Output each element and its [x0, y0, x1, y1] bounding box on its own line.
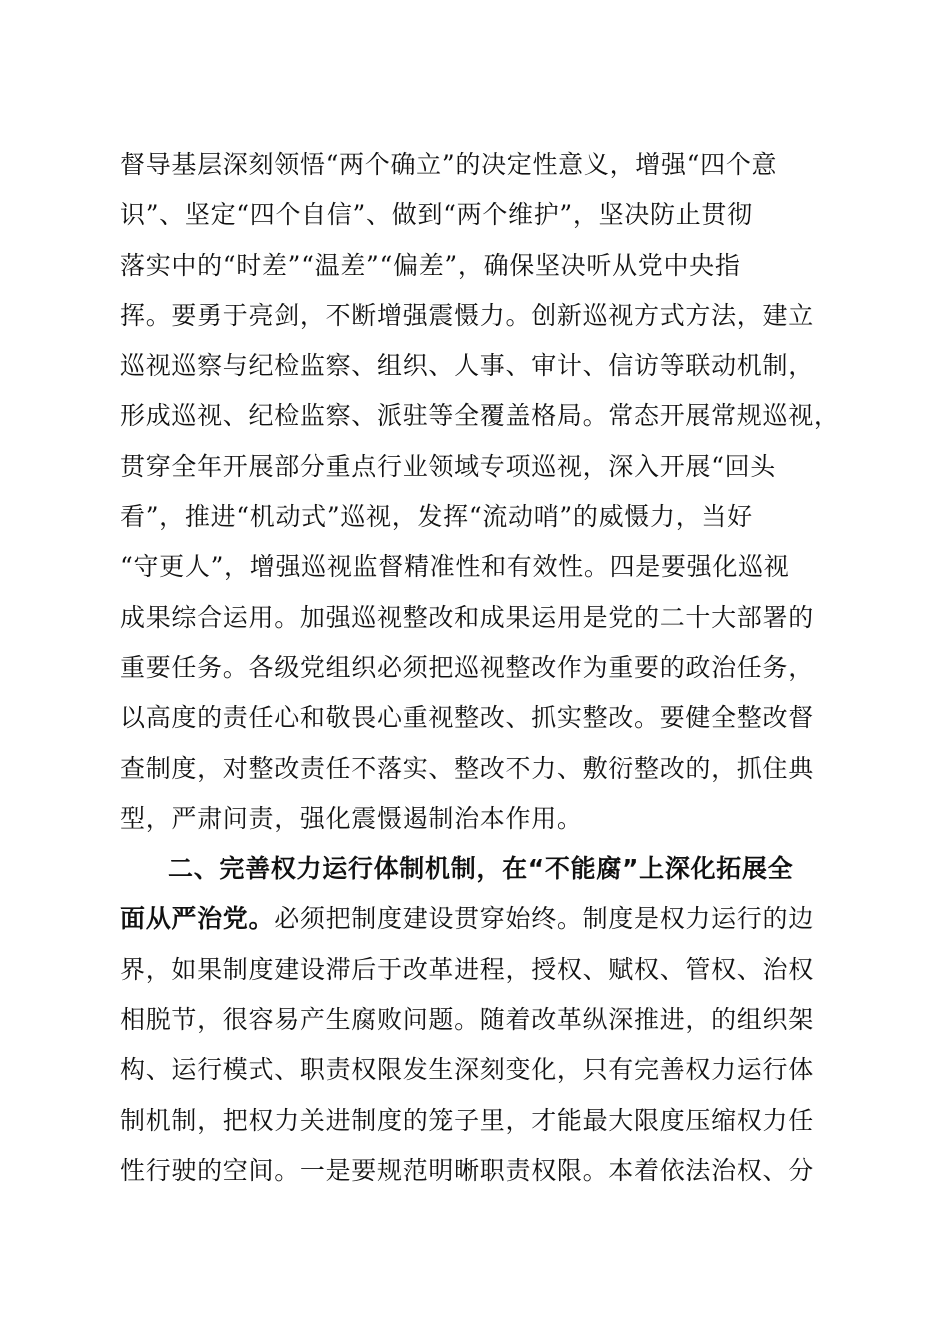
- text-line: 界，如果制度建设滞后于改革进程，授权、赋权、管权、治权: [120, 954, 814, 984]
- text-line: 以高度的责任心和敬畏心重视整改、抓实整改。要健全整改督: [120, 703, 814, 733]
- text-line: 识”、坚定“四个自信”、做到“两个维护”，坚决防止贯彻: [120, 200, 753, 230]
- text-line: 查制度，对整改责任不落实、整改不力、敷衍整改的，抓住典: [120, 753, 814, 783]
- text-line: 相脱节，很容易产生腐败问题。随着改革纵深推进，的组织架: [120, 1005, 814, 1035]
- text-line: 贯穿全年开展部分重点行业领域专项巡视，深入开展“回头: [120, 451, 776, 481]
- paragraph-2: [120, 844, 840, 1196]
- text-line: 督导基层深刻领悟“两个确立”的决定性意义，增强“四个意: [120, 150, 778, 179]
- text-line: 构、运行模式、职责权限发生深刻变化，只有完善权力运行体: [120, 1055, 814, 1085]
- paragraph-1: [120, 140, 840, 844]
- text-line: “守更人”，增强巡视监督精准性和有效性。四是要强化巡视: [120, 552, 790, 582]
- text-run: 必须把制度建设贯穿始终。制度是权力运行的边: [274, 904, 814, 934]
- text-line: 成果综合运用。加强巡视整改和成果运用是党的二十大部署的: [120, 602, 814, 632]
- text-line: 型，严肃问责，强化震慑遏制治本作用。: [120, 803, 583, 833]
- text-line: 巡视巡察与纪检监察、组织、人事、审计、信访等联动机制，: [120, 351, 814, 381]
- text-line: 制机制，把权力关进制度的笼子里，才能最大限度压缩权力任: [120, 1105, 814, 1135]
- text-line: 看”，推进“机动式”巡视，发挥“流动哨”的威慑力，当好: [120, 502, 753, 532]
- section-heading-end: 面从严治党。: [120, 904, 275, 934]
- text-line: 挥。要勇于亮剑，不断增强震慑力。创新巡视方式方法，建立: [120, 300, 814, 330]
- text-line: 重要任务。各级党组织必须把巡视整改作为重要的政治任务，: [120, 652, 814, 682]
- text-line: 形成巡视、纪检监察、派驻等全覆盖格局。常态开展常规巡视，: [120, 401, 840, 431]
- section-heading-line: 二、完善权力运行体制机制，在“不能腐”上深化拓展全: [168, 854, 794, 884]
- text-line: 落实中的“时差”“温差”“偏差”，确保坚决听从党中央指: [120, 250, 741, 280]
- document-body: [120, 140, 840, 1196]
- text-line: 性行驶的空间。一是要规范明晰职责权限。本着依法治权、分: [120, 1155, 814, 1185]
- text-line: [120, 894, 840, 944]
